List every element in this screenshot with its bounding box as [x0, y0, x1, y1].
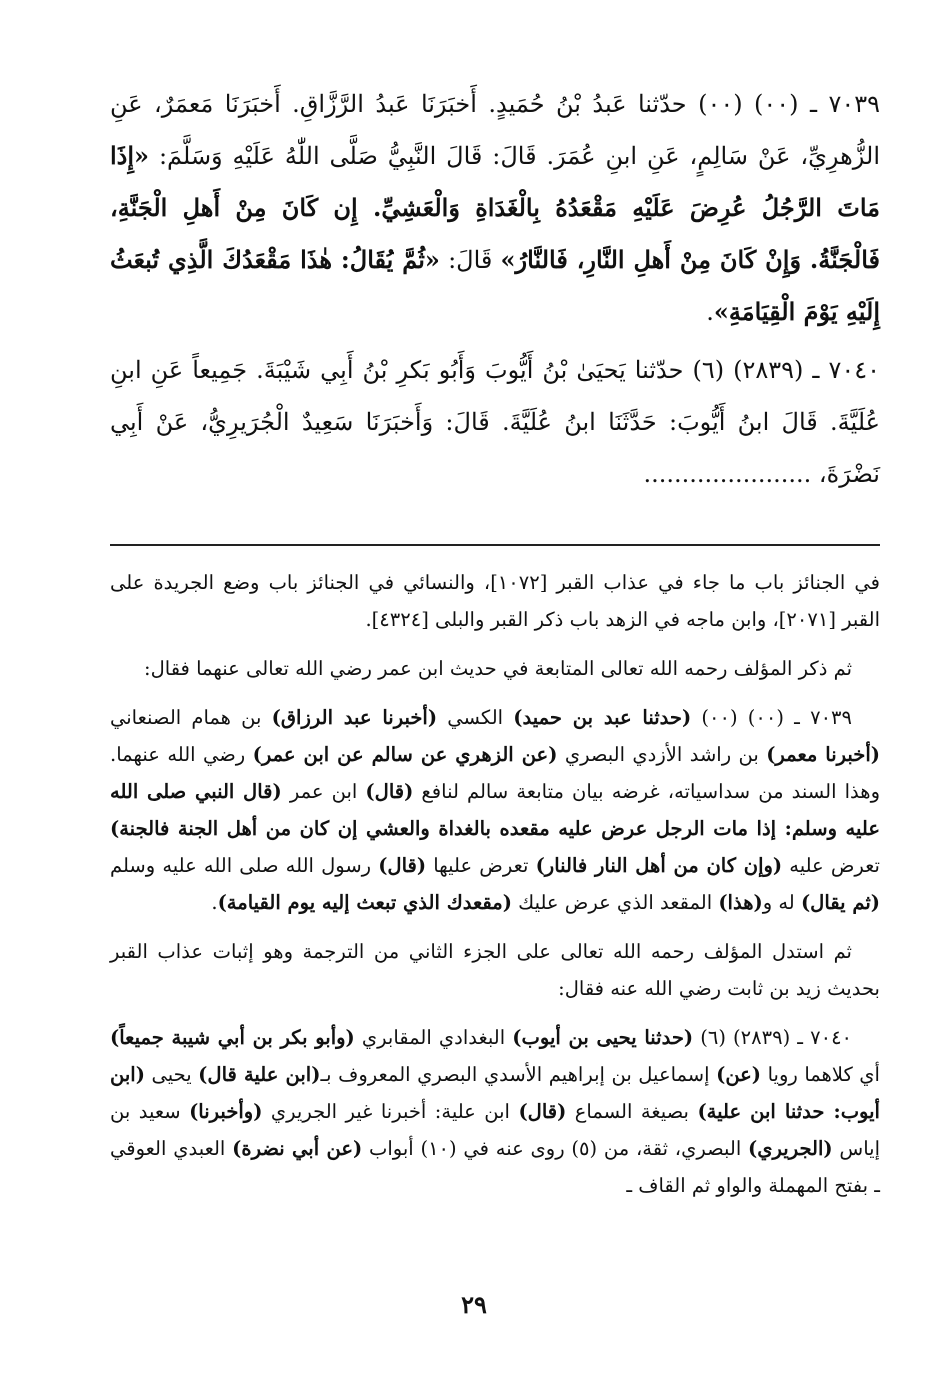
hadith-isnad: حدّثنا عَبدُ بْنُ حُمَيدٍ. أَخبَرَنَا عَبدُ الرَّزَّاقِ. أَخبَرَنَا مَعمَرٌ، عَنِ الزُّهرِيِّ، عَنْ سَالِمٍ، عَنِ ابنِ عُمَرَ. قَالَ: قَالَ النَّبِيُّ صَلَّى اللّٰهُ عَلَيْهِ وَسَلَّمَ: [110, 90, 880, 170]
main-text [110, 78, 880, 500]
hadith-number: ٧٠٤٠ ـ (٢٨٣٩) (٦) [692, 356, 881, 384]
hadith-period: . [706, 298, 714, 326]
footnote-divider [110, 544, 880, 546]
commentary-takhrij: في الجنائز باب ما جاء في عذاب القبر [١٠٧٢]، والنسائي في الجنائز باب وضع الجريدة على القبر [٢٠٧١]، وابن ماجه في الزهد باب ذكر القبر والبلى [٤٣٢٤]. [110, 571, 880, 631]
commentary-intro-mutabaa: ثم ذكر المؤلف رحمه الله تعالى المتابعة في حديث ابن عمر رضي الله تعالى عنهما فقال: [144, 657, 852, 680]
hadith-connector: قَالَ: [439, 246, 501, 274]
commentary-7040: ٧٠٤٠ ـ (٢٨٣٩) (٦) (حدثنا يحيى بن أيوب) البغدادي المقابري (وأبو بكر بن أبي شيبة جميعاً) أي كلاهما رويا (عن) إسماعيل بن إبراهيم الأسدي البصري المعروف بـ(ابن علية قال) يحيى (ابن أيوب: حدثنا ابن علية) بصيغة السماع (قال) ابن علية: أخبرنا غير الجريري (وأخبرنا) سعيد بن إياس (الجريري) البصري، ثقة، من (٥) روى عنه في (١٠) أبواب (عن أبي نضرة) العبدي العوقي ـ بفتح المهملة والواو ثم القاف ـ [110, 1026, 881, 1197]
page-number: ٢٩ [461, 1290, 487, 1319]
hadith-7039 [110, 78, 880, 338]
commentary-7039: ٧٠٣٩ ـ (٠٠) (٠٠) (حدثنا عبد بن حميد) الكسي (أخبرنا عبد الرزاق) بن همام الصنعاني (أخبرنا معمر) بن راشد الأزدي البصري (عن الزهري عن سالم عن ابن عمر) رضي الله عنهما. وهذا السند من سداسياته، غرضه بيان متابعة سالم لنافع (قال) ابن عمر (قال النبي صلى الله عليه وسلم: إذا مات الرجل عرض عليه مقعده بالغداة والعشي إن كان من أهل الجنة فالجنة) تعرض عليه (وإن كان من أهل النار فالنار) تعرض عليها (قال) رسول الله صلى الله عليه وسلم (ثم يقال) له و(هذا) المقعد الذي عرض عليك (مقعدك الذي تبعث إليه يوم القيامة). [110, 706, 880, 914]
hadith-7040 [110, 344, 880, 500]
hadith-number: ٧٠٣٩ ـ (٠٠) (٠٠) [698, 90, 881, 118]
commentary-intro-istidlal: ثم استدل المؤلف رحمه الله تعالى على الجزء الثاني من الترجمة وهو إثبات عذاب القبر بحديث زيد بن ثابت رضي الله عنه فقال: [110, 940, 880, 1000]
hadith-matn: «إِذَا مَاتَ الرَّجُلُ عُرِضَ عَلَيْهِ مَقْعَدُهُ بِالْغَدَاةِ وَالْعَشِيِّ. إِن كَانَ مِنْ أَهلِ الْجَنَّةِ، فَالْجَنَّةُ. وَإِنْ كَانَ مِنْ أَهلِ النَّارِ، فَالنَّارُ» [110, 141, 880, 274]
commentary [110, 564, 880, 1204]
hadith-isnad: حدّثنا يَحيَىٰ بْنُ أَيُّوبَ وَأَبُو بَكرِ بْنُ أَبِي شَيْبَةَ. جَمِيعاً عَنِ ابنِ عُلَيَّةَ. قَالَ ابنُ أَيُّوبَ: حَدَّثَنَا ابنُ عُلَيَّةَ. قَالَ: وَأَخبَرَنَا سَعِيدٌ الْجُرَيرِيُّ، عَنْ أَبِي نَضْرَةَ، ...................... [110, 356, 880, 488]
hadith-matn-end: «ثُمَّ يُقَالُ: هٰذَا مَقْعَدُكَ الَّذِي تُبعَثُ إِلَيْهِ يَوْمَ الْقِيَامَةِ» [110, 245, 880, 326]
